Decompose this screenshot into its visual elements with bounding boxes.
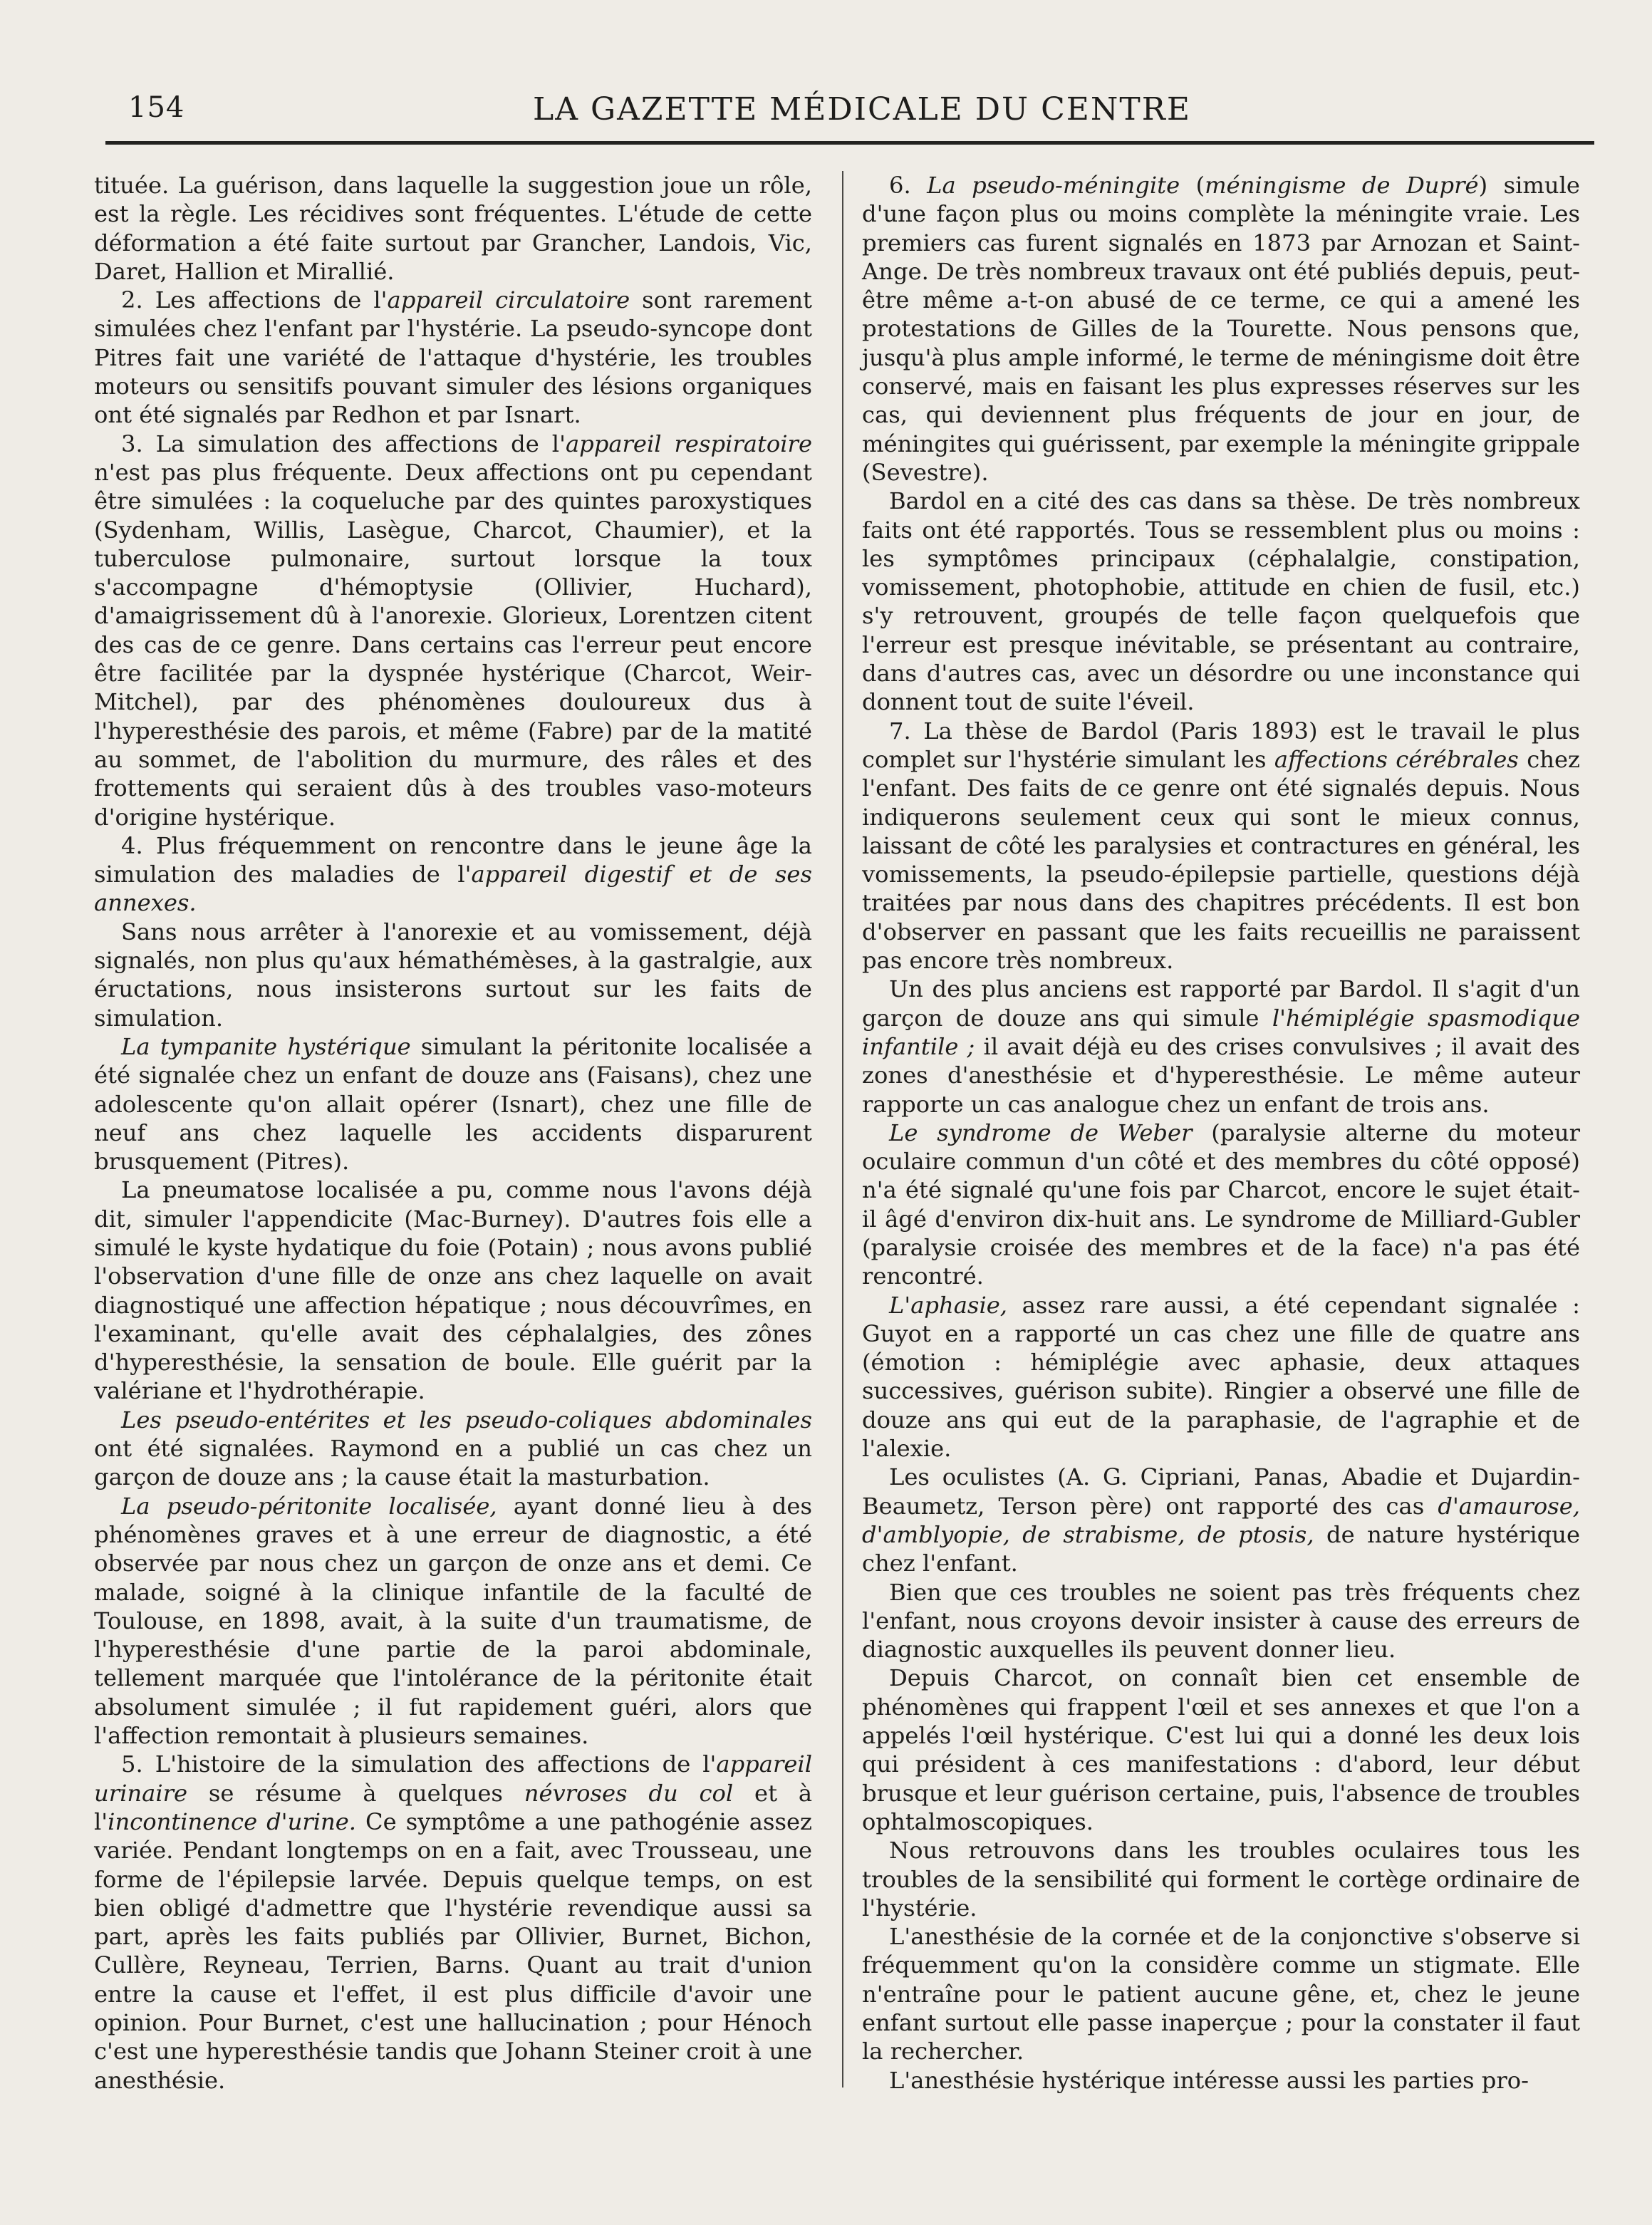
paragraph: Nous retrouvons dans les troubles oculaires tous les troubles de la sensibilité qui forment le cortège ordinaire de l'hystérie.: [862, 1837, 1580, 1921]
header-divider: [105, 141, 1594, 145]
paragraph: tituée. La guérison, dans laquelle la suggestion joue un rôle, est la règle. Les récidives sont fréquentes. L'étude de cette déformation a été faite surtout par Grancher, Landois, Vic, Daret, Hallion et Mirallié.: [94, 172, 812, 285]
paragraph: Depuis Charcot, on connaît bien cet ensemble de phénomènes qui frappent l'œil et ses annexes et que l'on a appelés l'œil hystérique. C'est lui qui a donné les deux lois qui président à ces manifestations : d'abord, leur début brusque et leur guérison certaine, puis, l'absence de troubles ophtalmoscopiques.: [862, 1664, 1580, 1835]
paragraph: Les pseudo-entérites et les pseudo-coliques abdominales ont été signalées. Raymond en a publié un cas chez un garçon de douze ans ; la cause était la masturbation.: [94, 1406, 812, 1491]
paragraph: Bardol en a cité des cas dans sa thèse. De très nombreux faits ont été rapportés. Tous se ressemblent plus ou moins : les symptômes principaux (céphalalgie, constipation, vomissement, photophobie, attitude en chien de fusil, etc.) s'y retrouvent, groupés de telle façon quelquefois que l'erreur est presque inévitable, se présentant au contraire, dans d'autres cas, avec un désordre ou une inconstance qui donnent tout de suite l'éveil.: [862, 487, 1580, 716]
left-column: [94, 171, 812, 2095]
paragraph: La pneumatose localisée a pu, comme nous l'avons déjà dit, simuler l'appendicite (Mac-Burney). D'autres fois elle a simulé le kyste hydatique du foie (Potain) ; nous avons publié l'observation d'une fille de onze ans chez laquelle on avait diagnostiqué une affection hépatique ; nous découvrîmes, en l'examinant, qu'elle avait des céphalalgies, des zônes d'hyperesthésie, la sensation de boule. Elle guérit par la valériane et l'hydrothérapie.: [94, 1176, 812, 1405]
paragraph: Les oculistes (A. G. Cipriani, Panas, Abadie et Dujardin-Beaumetz, Terson père) ont rapporté des cas d'amaurose, d'amblyopie, de strabisme, de ptosis, de nature hystérique chez l'enfant.: [862, 1463, 1580, 1577]
column-divider: [842, 171, 843, 2087]
paragraph: La pseudo-péritonite localisée, ayant donné lieu à des phénomènes graves et à une erreur de diagnostic, a été observée par nous chez un garçon de onze ans et demi. Ce malade, soigné à la clinique infantile de la faculté de Toulouse, en 1898, avait, à la suite d'un traumatisme, de l'hyperesthésie d'une partie de la paroi abdominale, tellement marquée que l'intolérance de la péritonite était absolument simulée ; il fut rapidement guéri, alors que l'affection remontait à plusieurs semaines.: [94, 1492, 812, 1750]
paragraph: 5. L'histoire de la simulation des affections de l'appareil urinaire se résume à quelques névroses du col et à l'incontinence d'urine. Ce symptôme a une pathogénie assez variée. Pendant longtemps on en a fait, avec Trousseau, une forme de l'épilepsie larvée. Depuis quelque temps, on est bien obligé d'admettre que l'hystérie revendique aussi sa part, après les faits publiés par Ollivier, Burnet, Bichon, Cullère, Reyneau, Terrien, Barns. Quant au trait d'union entre la cause et l'effet, il est plus difficile d'avoir une opinion. Pour Burnet, c'est une hallucination ; pour Hénoch c'est une hyperesthésie tandis que Johann Steiner croit à une anesthésie.: [94, 1751, 813, 2094]
page-header: [128, 91, 1596, 134]
paragraph: 3. La simulation des affections de l'appareil respiratoire n'est pas plus fréquente. Deux affections ont pu cependant être simulées : la coqueluche par des quintes paroxystiques (Sydenham, Willis, Lasègue, Charcot, Chaumier), et la tuberculose pulmonaire, surtout lorsque la toux s'accompagne d'hémoptysie (Ollivier, Huchard), d'amaigrissement dû à l'anorexie. Glorieux, Lorentzen citent des cas de ce genre. Dans certains cas l'erreur peut encore être facilitée par la dyspnée hystérique (Charcot, Weir-Mitchel), par des phénomènes douloureux dus à l'hyperesthésie des parois, et même (Fabre) par de la matité au sommet, de l'abolition du murmure, des râles et des frottements qui seraient dûs à des troubles vaso-moteurs d'origine hystérique.: [94, 430, 812, 831]
paragraph: 2. Les affections de l'appareil circulatoire sont rarement simulées chez l'enfant par l'hystérie. La pseudo-syncope dont Pitres fait une variété de l'attaque d'hystérie, les troubles moteurs ou sensitifs pouvant simuler des lésions organiques ont été signalés par Redhon et par Isnart.: [94, 286, 812, 429]
paragraph: La tympanite hystérique simulant la péritonite localisée a été signalée chez un enfant de douze ans (Faisans), chez une adolescente qu'on allait opérer (Isnart), chez une fille de neuf ans chez laquelle les accidents disparurent brusquement (Pitres).: [94, 1032, 813, 1176]
paragraph: Le syndrome de Weber (paralysie alterne du moteur oculaire commun d'un côté et des membres du côté opposé) n'a été signalé qu'une fois par Charcot, encore le sujet était-il âgé d'environ dix-huit ans. Le syndrome de Milliard-Gubler (paralysie croisée des membres et de la face) n'a pas été rencontré.: [862, 1119, 1580, 1290]
paragraph: L'aphasie, assez rare aussi, a été cependant signalée : Guyot en a rapporté un cas chez une fille de quatre ans (émotion : hémiplégie avec aphasie, deux attaques successives, guérison subite). Ringier a observé une fille de douze ans qui eut de la paraphasie, de l'agraphie et de l'alexie.: [862, 1291, 1580, 1463]
paragraph: 4. Plus fréquemment on rencontre dans le jeune âge la simulation des maladies de l'appareil digestif et de ses annexes.: [94, 831, 812, 917]
right-column: [862, 171, 1580, 2095]
page-number: 154: [128, 91, 185, 124]
paragraph: 7. La thèse de Bardol (Paris 1893) est le travail le plus complet sur l'hystérie simulant les affections cérébrales chez l'enfant. Des faits de ce genre ont été signalés depuis. Nous indiquerons seulement ceux qui sont le mieux connus, laissant de côté les paralysies et contractures en général, les vomissements, la pseudo-épilepsie partielle, questions déjà traitées par nous dans des chapitres précédents. Il est bon d'observer en passant que les faits recueillis ne paraissent pas encore très nombreux.: [862, 717, 1580, 975]
paragraph: Sans nous arrêter à l'anorexie et au vomissement, déjà signalés, non plus qu'aux hémathémèses, à la gastralgie, aux éructations, nous insisterons surtout sur les faits de simulation.: [94, 918, 812, 1032]
paragraph: Bien que ces troubles ne soient pas très fréquents chez l'enfant, nous croyons devoir insister à cause des erreurs de diagnostic auxquelles ils peuvent donner lieu.: [862, 1578, 1580, 1664]
journal-title: LA GAZETTE MÉDICALE DU CENTRE: [532, 91, 1192, 128]
paragraph: L'anesthésie de la cornée et de la conjonctive s'observe si fréquemment qu'on la considère comme un stigmate. Elle n'entraîne pour le patient aucune gêne, et, chez le jeune enfant surtout elle passe inaperçue ; pour la constater il faut la rechercher.: [862, 1923, 1580, 2065]
paragraph: L'anesthésie hystérique intéresse aussi les parties pro-: [889, 2066, 1529, 2094]
paragraph: 6. La pseudo-méningite (méningisme de Dupré) simule d'une façon plus ou moins complète la méningite vraie. Les premiers cas furent signalés en 1873 par Arnozan et Saint-Ange. De très nombreux travaux ont été publiés depuis, peut-être même a-t-on abusé de ce terme, ce qui a amené les protestations de Gilles de la Tourette. Nous pensons que, jusqu'à plus ample informé, le terme de méningisme doit être conservé, mais en faisant les plus expresses réserves sur les cas, qui deviennent plus fréquents de jour en jour, de méningites qui guérissent, par exemple la méningite grippale (Sevestre).: [862, 172, 1580, 486]
paragraph: Un des plus anciens est rapporté par Bardol. Il s'agit d'un garçon de douze ans qui simule l'hémiplégie spasmodique infantile ; il avait déjà eu des crises convulsives ; il avait des zones d'anesthésie et d'hyperesthésie. Le même auteur rapporte un cas analogue chez un enfant de trois ans.: [862, 975, 1580, 1118]
